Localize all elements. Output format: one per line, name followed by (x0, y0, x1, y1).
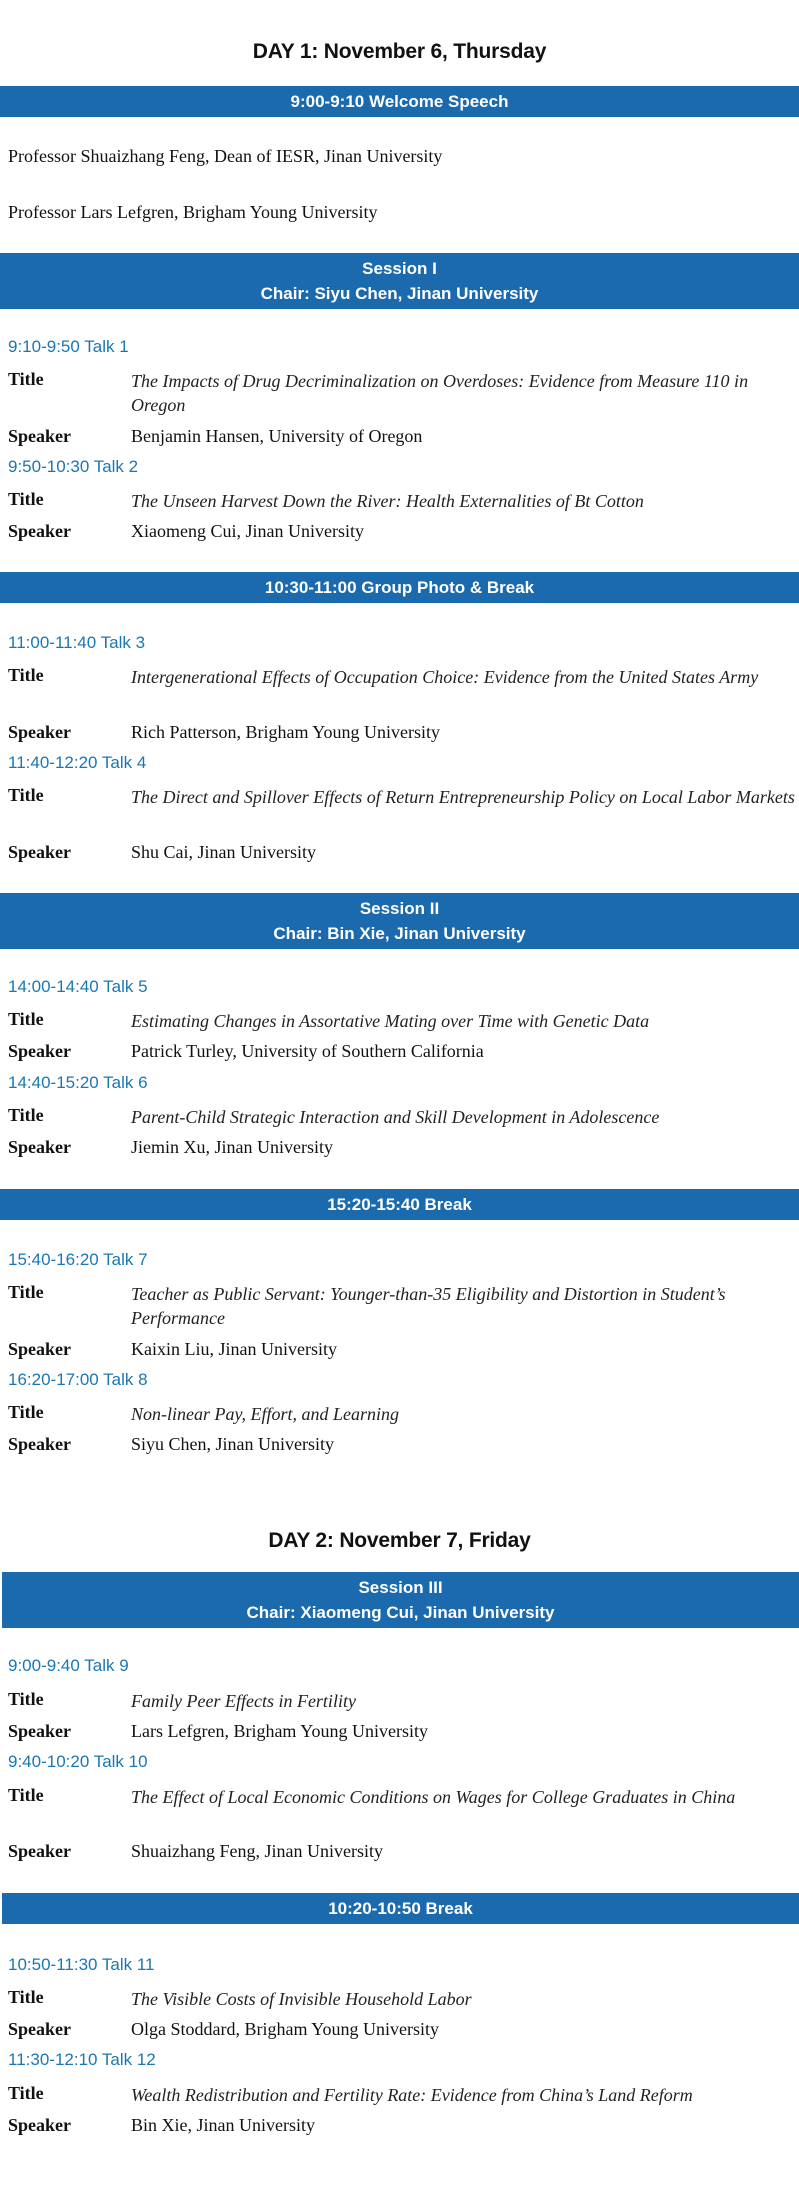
welcome-bar: 9:00-9:10 Welcome Speech (0, 86, 799, 117)
talk3-speaker: Rich Patterson, Brigham Young University (131, 722, 440, 742)
talk8-title-label: Title (8, 1402, 44, 1422)
session1-bar (0, 253, 799, 309)
talk7-speaker-label: Speaker (8, 1339, 71, 1359)
break2-bar: 15:20-15:40 Break (0, 1189, 799, 1220)
session2-name: Session II (359, 899, 440, 918)
talk10-speaker-label: Speaker (8, 1841, 71, 1861)
talk12-time: 11:30-12:10 Talk 12 (8, 2050, 156, 2069)
talk1-speaker-label: Speaker (8, 426, 71, 446)
talk4-speaker: Shu Cai, Jinan University (131, 842, 316, 862)
talk11-title-label: Title (8, 1987, 44, 2007)
talk11-speaker-label: Speaker (8, 2019, 71, 2039)
talk1-title-label: Title (8, 369, 44, 389)
talk3-speaker-label: Speaker (8, 722, 71, 742)
talk3-time: 11:00-11:40 Talk 3 (8, 633, 146, 652)
talk9-title: Family Peer Effects in Fertility (131, 1691, 356, 1711)
talk7-title: Teacher as Public Servant: Younger-than-35 Eligibility and Distortion in Student’s Performance (131, 1284, 726, 1328)
talk8-speaker: Siyu Chen, Jinan University (131, 1434, 334, 1454)
talk2-title-label: Title (8, 489, 44, 509)
day2-heading: DAY 2: November 7, Friday (268, 1529, 531, 1552)
talk5-title: Estimating Changes in Assortative Mating over Time with Genetic Data (131, 1011, 650, 1031)
talk7-speaker: Kaixin Liu, Jinan University (131, 1339, 337, 1359)
session3-bar (2, 1572, 799, 1628)
talk6-speaker: Jiemin Xu, Jinan University (131, 1137, 333, 1157)
talk2-speaker: Xiaomeng Cui, Jinan University (131, 521, 364, 541)
talk8-speaker-label: Speaker (8, 1434, 71, 1454)
talk12-speaker-label: Speaker (8, 2115, 71, 2135)
talk11-title: The Visible Costs of Invisible Household Labor (131, 1989, 472, 2009)
talk3-title: Intergenerational Effects of Occupation Choice: Evidence from the United States Army (131, 667, 759, 687)
welcome-speaker-1: Professor Shuaizhang Feng, Dean of IESR, Jinan University (8, 146, 443, 166)
talk8-time: 16:20-17:00 Talk 8 (8, 1370, 148, 1389)
talk5-time: 14:00-14:40 Talk 5 (8, 977, 148, 996)
talk1-speaker: Benjamin Hansen, University of Oregon (131, 426, 423, 446)
talk4-title-label: Title (8, 785, 44, 805)
talk9-speaker: Lars Lefgren, Brigham Young University (131, 1721, 428, 1741)
session2-bar (0, 893, 799, 949)
session1-chair: Chair: Siyu Chen, Jinan University (260, 284, 539, 303)
talk12-title-label: Title (8, 2083, 44, 2103)
talk7-title-label: Title (8, 1282, 44, 1302)
talk12-speaker: Bin Xie, Jinan University (131, 2115, 315, 2135)
talk4-title: The Direct and Spillover Effects of Return Entrepreneurship Policy on Local Labor Markets (131, 787, 795, 807)
talk5-speaker-label: Speaker (8, 1041, 71, 1061)
talk10-time: 9:40-10:20 Talk 10 (8, 1752, 148, 1771)
talk9-time: 9:00-9:40 Talk 9 (8, 1656, 129, 1675)
talk11-time: 10:50-11:30 Talk 11 (8, 1955, 155, 1974)
talk7-time: 15:40-16:20 Talk 7 (8, 1250, 148, 1269)
talk5-title-label: Title (8, 1009, 44, 1029)
talk2-title: The Unseen Harvest Down the River: Health Externalities of Bt Cotton (131, 491, 644, 511)
talk9-title-label: Title (8, 1689, 44, 1709)
talk6-title: Parent-Child Strategic Interaction and Skill Development in Adolescence (131, 1107, 660, 1127)
talk1-time: 9:10-9:50 Talk 1 (8, 337, 129, 356)
talk11-speaker: Olga Stoddard, Brigham Young University (131, 2019, 439, 2039)
session2-chair: Chair: Bin Xie, Jinan University (273, 924, 526, 943)
talk3-title-label: Title (8, 665, 44, 685)
talk10-title: The Effect of Local Economic Conditions on Wages for College Graduates in China (131, 1787, 736, 1807)
talk12-title: Wealth Redistribution and Fertility Rate: Evidence from China’s Land Reform (131, 2085, 693, 2105)
talk2-speaker-label: Speaker (8, 521, 71, 541)
session1-name: Session I (362, 259, 437, 278)
talk9-speaker-label: Speaker (8, 1721, 71, 1741)
welcome-speaker-2: Professor Lars Lefgren, Brigham Young University (8, 202, 378, 222)
talk10-title-label: Title (8, 1785, 44, 1805)
talk6-time: 14:40-15:20 Talk 6 (8, 1073, 148, 1092)
talk6-speaker-label: Speaker (8, 1137, 71, 1157)
talk5-speaker: Patrick Turley, University of Southern California (131, 1041, 484, 1061)
talk1-title: The Impacts of Drug Decriminalization on Overdoses: Evidence from Measure 110 in Oregon (131, 371, 749, 415)
talk4-time: 11:40-12:20 Talk 4 (8, 753, 147, 772)
session3-chair: Chair: Xiaomeng Cui, Jinan University (246, 1603, 555, 1622)
talk8-title: Non-linear Pay, Effort, and Learning (131, 1404, 399, 1424)
day1-heading: DAY 1: November 6, Thursday (252, 40, 547, 63)
talk10-speaker: Shuaizhang Feng, Jinan University (131, 1841, 383, 1861)
break1-bar: 10:30-11:00 Group Photo & Break (0, 572, 799, 603)
talk6-title-label: Title (8, 1105, 44, 1125)
break3-bar: 10:20-10:50 Break (2, 1893, 799, 1924)
talk2-time: 9:50-10:30 Talk 2 (8, 457, 139, 476)
session3-name: Session III (358, 1578, 443, 1597)
talk4-speaker-label: Speaker (8, 842, 71, 862)
